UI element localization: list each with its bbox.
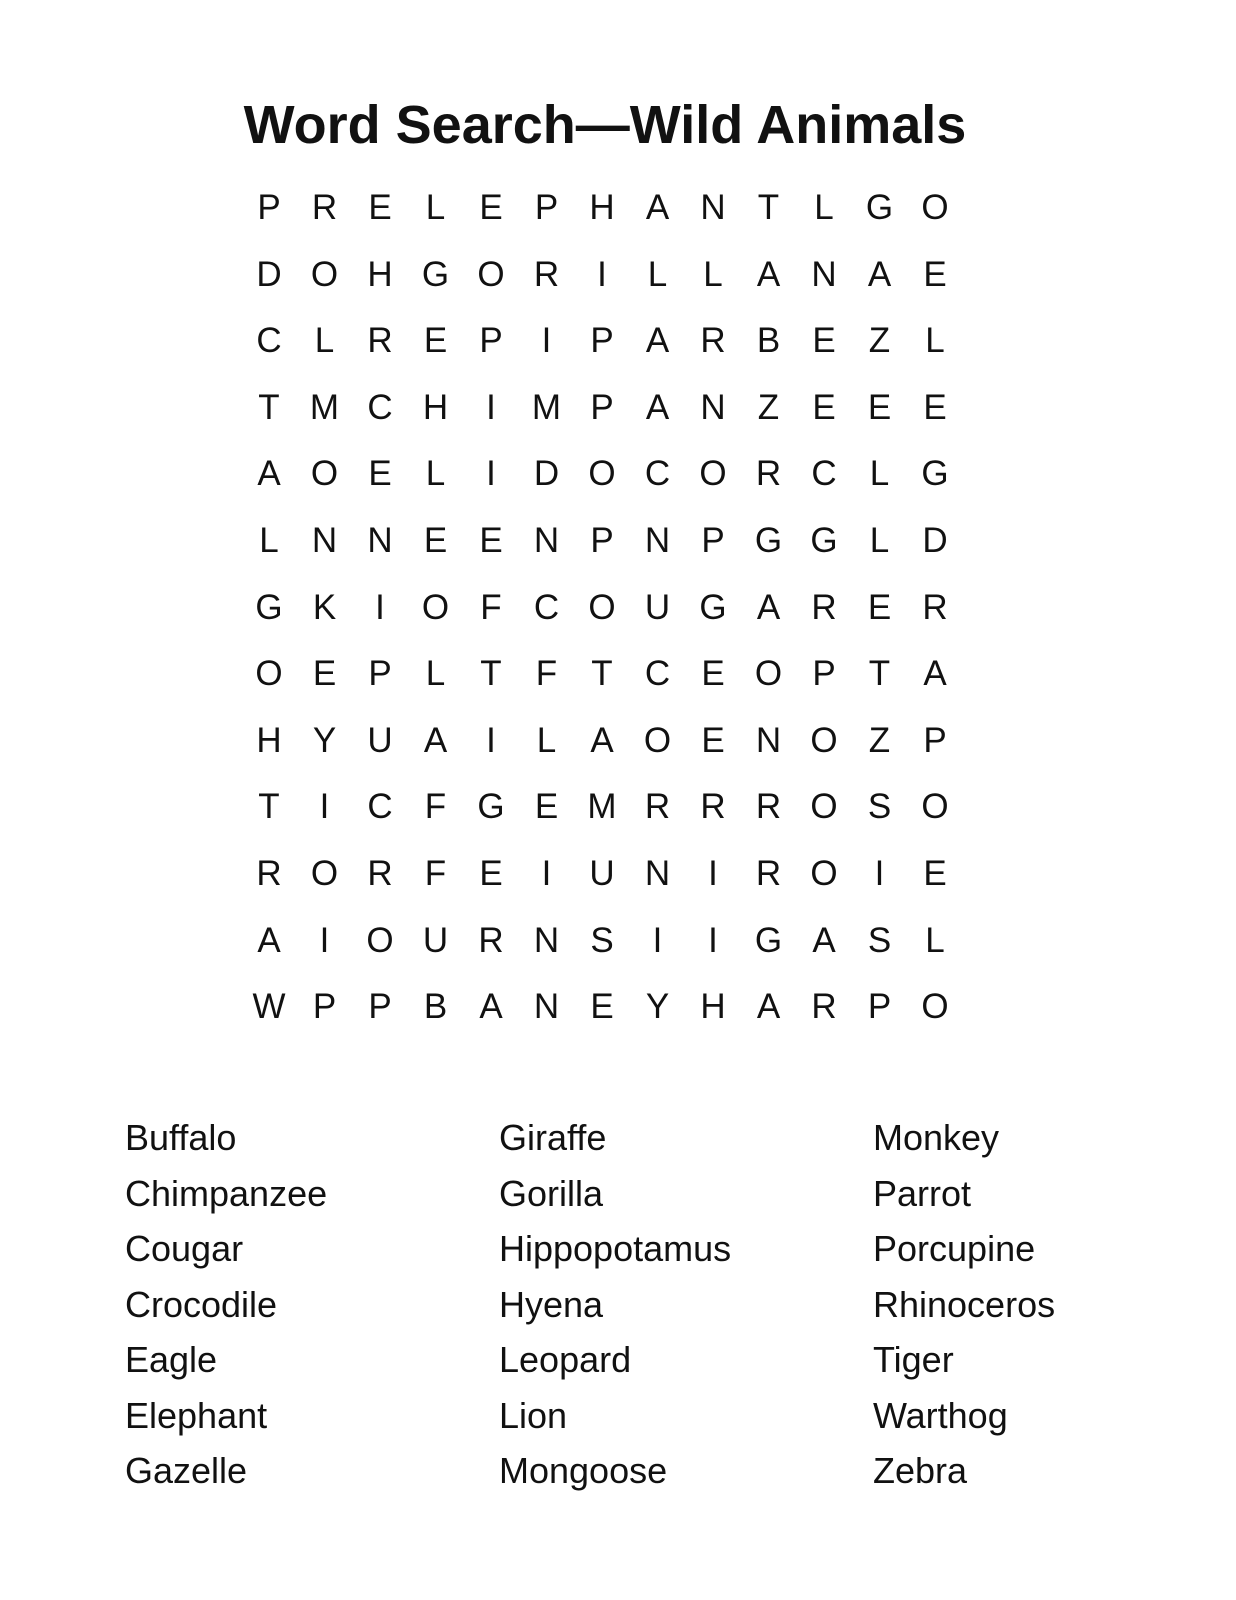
grid-letter[interactable]: E	[923, 254, 947, 294]
grid-letter[interactable]: R	[311, 188, 338, 227]
grid-letter[interactable]: I	[541, 854, 552, 893]
grid-letter[interactable]: P	[590, 387, 614, 427]
grid-letter[interactable]: F	[480, 587, 502, 627]
grid-letter[interactable]: D	[533, 454, 560, 494]
grid-letter[interactable]: C	[644, 454, 671, 494]
grid-letter[interactable]: O	[810, 720, 838, 760]
word-item: Warthog	[873, 1394, 1008, 1436]
grid-letter[interactable]: O	[366, 920, 394, 960]
grid-letter[interactable]: P	[812, 654, 836, 694]
grid-letter[interactable]: P	[257, 188, 281, 227]
grid-letter[interactable]: L	[259, 521, 279, 560]
grid-letter[interactable]: U	[367, 720, 393, 760]
grid-letter[interactable]: D	[922, 521, 948, 560]
grid-letter[interactable]: O	[477, 254, 505, 294]
grid-letter[interactable]: P	[590, 321, 614, 361]
grid-letter[interactable]: P	[479, 321, 503, 361]
grid-letter[interactable]: C	[367, 387, 393, 427]
word-item: Leopard	[499, 1339, 632, 1380]
word-column-1	[125, 1110, 327, 1499]
grid-letter[interactable]: A	[423, 720, 448, 760]
grid-letter[interactable]: A	[479, 987, 503, 1027]
word-column-2	[499, 1110, 731, 1499]
grid-letter[interactable]: B	[756, 321, 781, 361]
grid-letter[interactable]: R	[755, 854, 782, 893]
word-list	[0, 1110, 1236, 1530]
word-item: Elephant	[125, 1394, 268, 1436]
grid-letter[interactable]: R	[367, 321, 393, 361]
grid-letter[interactable]: G	[255, 587, 283, 627]
grid-letter[interactable]: E	[534, 787, 559, 827]
grid-letter[interactable]: R	[478, 920, 504, 960]
grid-letter[interactable]: Z	[868, 720, 891, 760]
grid-letter[interactable]: D	[256, 254, 282, 294]
grid-letter[interactable]: H	[700, 987, 726, 1027]
grid-letter[interactable]: I	[319, 920, 330, 960]
grid-letter[interactable]: T	[258, 387, 280, 427]
grid-letter[interactable]: K	[312, 587, 337, 627]
word-item: Parrot	[873, 1172, 972, 1214]
grid-letter[interactable]: I	[486, 454, 496, 494]
grid-letter[interactable]: P	[534, 188, 559, 227]
grid-letter[interactable]: R	[811, 987, 837, 1027]
grid-letter[interactable]: I	[708, 920, 718, 960]
grid-letter[interactable]: E	[867, 587, 892, 627]
grid-letter[interactable]: L	[925, 321, 945, 361]
grid-letter[interactable]: A	[645, 188, 670, 227]
word-item: Lion	[499, 1394, 568, 1436]
grid-letter[interactable]: T	[591, 654, 613, 694]
grid-letter[interactable]: R	[644, 787, 671, 827]
grid-letter[interactable]: O	[310, 854, 339, 893]
grid-letter[interactable]: I	[597, 254, 607, 294]
grid-letter[interactable]: I	[375, 587, 385, 627]
word-item: Hyena	[499, 1283, 604, 1325]
grid-letter[interactable]: I	[486, 387, 496, 427]
grid-letter[interactable]: E	[923, 387, 947, 427]
grid-letter[interactable]: P	[701, 521, 725, 560]
word-item: Gazelle	[125, 1450, 248, 1491]
word-column-3	[873, 1110, 1055, 1499]
grid-letter[interactable]: H	[589, 188, 615, 227]
grid-letter[interactable]: N	[533, 920, 560, 960]
grid-letter[interactable]: E	[368, 454, 392, 494]
grid-letter[interactable]: E	[423, 321, 448, 361]
grid-letter[interactable]: A	[257, 454, 281, 494]
grid-letter[interactable]: L	[869, 521, 890, 560]
letter-grid	[241, 182, 966, 1050]
grid-letter[interactable]: L	[703, 254, 723, 294]
grid-letter[interactable]: L	[647, 254, 668, 294]
grid-letter[interactable]: N	[533, 521, 560, 560]
word-item: Mongoose	[499, 1450, 668, 1491]
grid-letter[interactable]: R	[811, 587, 837, 627]
word-item: Buffalo	[125, 1117, 237, 1158]
word-item: Tiger	[873, 1339, 954, 1380]
grid-letter[interactable]: O	[310, 454, 339, 494]
grid-letter[interactable]: L	[925, 920, 945, 960]
grid-letter[interactable]: R	[367, 854, 393, 893]
grid-letter[interactable]: A	[756, 587, 781, 627]
grid-letter[interactable]: G	[865, 188, 894, 227]
grid-letter[interactable]: R	[700, 787, 726, 827]
grid-letter[interactable]: C	[644, 654, 671, 694]
grid-letter[interactable]: I	[541, 321, 552, 361]
grid-letter[interactable]: T	[868, 654, 891, 694]
grid-letter[interactable]: E	[479, 854, 503, 893]
grid-letter[interactable]: S	[867, 787, 892, 827]
grid-letter[interactable]: G	[810, 521, 838, 560]
grid-letter[interactable]: P	[368, 654, 392, 694]
grid-letter[interactable]: L	[425, 454, 446, 494]
grid-letter[interactable]: L	[425, 654, 446, 694]
grid-letter[interactable]: E	[312, 654, 337, 694]
grid-letter[interactable]: M	[587, 787, 617, 827]
grid-letter[interactable]: O	[921, 188, 949, 227]
puzzle-title: Word Search—Wild Animals	[243, 95, 967, 156]
grid-letter[interactable]: G	[754, 521, 783, 560]
grid-letter[interactable]: O	[255, 654, 283, 694]
grid-letter[interactable]: L	[814, 188, 834, 227]
grid-letter[interactable]: O	[754, 654, 783, 694]
grid-letter[interactable]: C	[533, 587, 560, 627]
grid-letter[interactable]: T	[757, 188, 780, 227]
grid-letter[interactable]: E	[479, 188, 503, 227]
grid-letter[interactable]: R	[755, 454, 782, 494]
word-item: Hippopotamus	[499, 1228, 732, 1269]
grid-letter[interactable]: N	[700, 387, 726, 427]
grid-letter[interactable]: G	[421, 254, 450, 294]
grid-letter[interactable]: E	[701, 720, 725, 760]
grid-letter[interactable]: O	[921, 787, 949, 827]
grid-letter[interactable]: P	[923, 720, 947, 760]
grid-letter[interactable]: C	[256, 321, 282, 361]
grid-letter[interactable]: U	[589, 854, 615, 893]
word-item: Crocodile	[125, 1283, 278, 1325]
grid-letter[interactable]: G	[477, 787, 505, 827]
grid-letter[interactable]: G	[754, 920, 783, 960]
grid-letter[interactable]: R	[533, 254, 560, 294]
word-item: Eagle	[125, 1339, 218, 1380]
grid-letter[interactable]: N	[311, 521, 338, 560]
grid-letter[interactable]: U	[644, 587, 671, 627]
grid-letter[interactable]: A	[645, 387, 670, 427]
grid-letter[interactable]: A	[812, 920, 836, 960]
word-item: Rhinoceros	[873, 1283, 1056, 1325]
word-item: Zebra	[873, 1450, 968, 1491]
grid-letter[interactable]: U	[422, 920, 449, 960]
grid-letter[interactable]: L	[425, 188, 446, 227]
grid-letter[interactable]: A	[923, 654, 947, 694]
grid-letter[interactable]: N	[644, 521, 671, 560]
grid-letter[interactable]: F	[535, 654, 558, 694]
word-item: Monkey	[873, 1117, 1000, 1158]
grid-letter[interactable]: O	[588, 454, 616, 494]
grid-letter[interactable]: Y	[645, 987, 670, 1027]
grid-letter[interactable]: P	[312, 987, 337, 1027]
grid-letter[interactable]: E	[701, 654, 725, 694]
word-item: Chimpanzee	[125, 1172, 328, 1214]
grid-letter[interactable]: A	[756, 254, 781, 294]
grid-letter[interactable]: O	[643, 720, 672, 760]
grid-letter[interactable]: T	[480, 654, 502, 694]
grid-letter[interactable]: Z	[868, 321, 891, 361]
grid-letter[interactable]: O	[310, 254, 339, 294]
grid-letter[interactable]: N	[755, 720, 782, 760]
grid-letter[interactable]: T	[258, 787, 280, 827]
grid-letter[interactable]: H	[256, 720, 282, 760]
grid-letter[interactable]: Z	[757, 387, 780, 427]
word-item: Gorilla	[499, 1172, 604, 1214]
grid-letter[interactable]: L	[869, 454, 890, 494]
grid-letter[interactable]: O	[810, 854, 838, 893]
grid-letter[interactable]: E	[812, 387, 836, 427]
grid-letter[interactable]: E	[590, 987, 614, 1027]
grid-letter[interactable]: I	[708, 854, 718, 893]
grid-letter[interactable]: S	[590, 920, 614, 960]
grid-letter[interactable]: N	[367, 521, 393, 560]
grid-letter[interactable]: L	[536, 720, 557, 760]
grid-letter[interactable]: A	[756, 987, 781, 1027]
grid-letter[interactable]: C	[367, 787, 393, 827]
grid-letter[interactable]: G	[921, 454, 949, 494]
grid-letter[interactable]: E	[867, 387, 892, 427]
grid-letter[interactable]: A	[867, 254, 892, 294]
grid-letter[interactable]: A	[257, 920, 281, 960]
word-item: Porcupine	[873, 1228, 1036, 1269]
grid-letter[interactable]: M	[531, 387, 562, 427]
grid-letter[interactable]: N	[700, 188, 726, 227]
grid-letter[interactable]: H	[422, 387, 449, 427]
grid-letter[interactable]: I	[319, 787, 330, 827]
grid-letter[interactable]: M	[309, 387, 340, 427]
grid-letter[interactable]: Y	[312, 720, 337, 760]
grid-letter[interactable]: E	[923, 854, 947, 893]
grid-letter[interactable]: A	[590, 720, 614, 760]
grid-letter[interactable]: H	[367, 254, 393, 294]
grid-letter[interactable]: N	[533, 987, 560, 1027]
grid-letter[interactable]: O	[810, 787, 838, 827]
grid-letter[interactable]: P	[368, 987, 392, 1027]
grid-letter[interactable]: F	[424, 854, 447, 893]
grid-letter[interactable]: I	[652, 920, 663, 960]
grid-letter[interactable]: W	[252, 987, 286, 1027]
grid-letter[interactable]: I	[486, 720, 496, 760]
grid-letter[interactable]: E	[423, 521, 448, 560]
grid-letter[interactable]: N	[811, 254, 837, 294]
grid-letter[interactable]: E	[479, 521, 503, 560]
grid-letter[interactable]: O	[921, 987, 949, 1027]
grid-letter[interactable]: S	[867, 920, 892, 960]
grid-letter[interactable]: R	[256, 854, 282, 893]
grid-letter[interactable]: O	[421, 587, 450, 627]
grid-letter[interactable]: C	[811, 454, 837, 494]
grid-letter[interactable]: B	[423, 987, 448, 1027]
grid-letter[interactable]: F	[424, 787, 447, 827]
grid-letter[interactable]: L	[314, 321, 335, 361]
grid-letter[interactable]: I	[874, 854, 885, 893]
word-item: Cougar	[125, 1228, 244, 1269]
grid-letter[interactable]: N	[644, 854, 671, 893]
grid-letter[interactable]: E	[368, 188, 392, 227]
grid-letter[interactable]: P	[590, 521, 614, 560]
grid-letter[interactable]: R	[922, 587, 948, 627]
grid-letter[interactable]: O	[699, 454, 727, 494]
grid-letter[interactable]: O	[588, 587, 616, 627]
grid-letter[interactable]: P	[867, 987, 892, 1027]
grid-letter[interactable]: E	[812, 321, 836, 361]
grid-letter[interactable]: R	[700, 321, 726, 361]
grid-letter[interactable]: A	[645, 321, 670, 361]
grid-letter[interactable]: G	[699, 587, 727, 627]
grid-letter[interactable]: R	[755, 787, 782, 827]
word-item: Giraffe	[499, 1117, 607, 1158]
